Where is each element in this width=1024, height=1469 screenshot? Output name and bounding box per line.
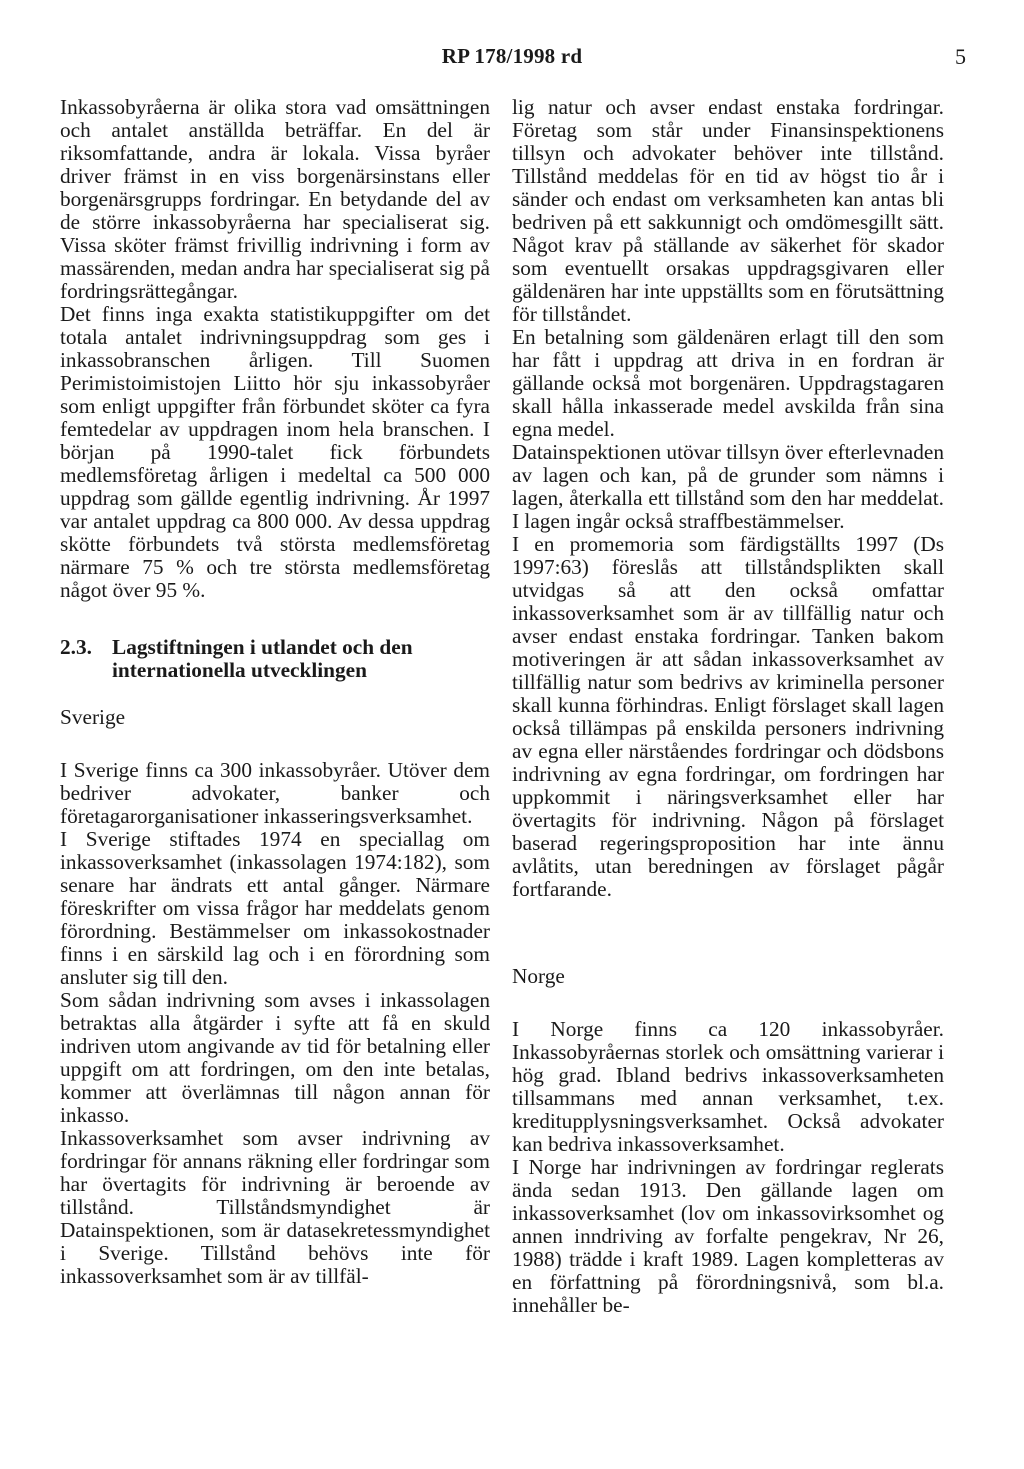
paragraph: En betalning som gäldenären erlagt till den som har fått i uppdrag att driva in en fordran är gällande också mot borgenären. Uppdragstagaren skall hålla inkasserade medel avskilda från sina egna medel. — [512, 325, 944, 441]
paragraph: Datainspektionen utövar tillsyn över efterlevnaden av lagen och kan, på de grunder som nämns i lagen, återkalla ett tillstånd som den har meddelat. I lagen ingår också straffbestämmelser. — [512, 440, 944, 533]
subheading-sverige: Sverige — [60, 705, 126, 729]
paragraph: Inkassobyråerna är olika stora vad omsättningen och antalet anställda beträffar. En del är riksomfattande, andra är lokala. Vissa byråer driver främst in en viss borgenärsinstans eller borgenärsgrupps fordringar. En betydande del av de större inkassobyråerna har specialiserat sig. Vissa sköter främst frivillig indrivning i form av massärenden, medan andra har specialiserat sig på fordringsrättegångar. — [60, 95, 490, 303]
section-heading — [60, 636, 490, 682]
paragraph: Det finns inga exakta statistikuppgifter om det totala antalet indrivningsuppdrag som ges i inkassobranschen årligen. Till Suomen Perimistoimistojen Liitto hör sju inkassobyråer som enligt uppgifter från förbundet sköter ca fyra femtedelar av uppdragen inom hela branschen. I början på 1990-talet fick förbundets medlemsföretag årligen i medeltal ca 500 000 uppdrag som gällde egentlig indrivning. År 1997 var antalet uppdrag ca 800 000. Av dessa uppdrag skötte förbundets två största medlemsföretag närmare 75 % och tre största medlemsföretag något över 95 %. — [60, 302, 490, 602]
right-column — [512, 96, 944, 1317]
page-number: 5 — [955, 44, 966, 69]
section-number: 2.3. — [60, 635, 92, 659]
paragraph: I Norge finns ca 120 inkassobyråer. Inkassobyråernas storlek och omsättning varierar i hög grad. Ibland bedrivs inkassoverksamheten tillsammans med annan verksamhet, t.ex. kreditupplysningsverksamhet. Också advokater kan bedriva inkassoverksamhet. — [512, 1017, 944, 1156]
paragraph: I Norge har indrivningen av fordringar reglerats ända sedan 1913. Den gällande lagen om inkassoverksamhet (lov om inkassovirksomhet og annen inndriving av forfalte pengekrav, Nr 26, 1988) trädde i kraft 1989. Lagen kompletteras av en författning på förordningsnivå, som bl.a. innehåller be- — [512, 1155, 944, 1317]
left-column — [60, 96, 490, 1288]
paragraph: I Sverige stiftades 1974 en speciallag om inkassoverksamhet (inkassolagen 1974:182), som senare har ändrats ett antal gånger. Närmare föreskrifter om vissa frågor har meddelats genom förordning. Bestämmelser om inkassokostnader finns i en särskild lag och i en förordning som ansluter sig till den. — [60, 827, 490, 989]
paragraph: Inkassoverksamhet som avser indrivning av fordringar för annans räkning eller fordringar som har övertagits för indrivning är beroende av tillstånd. Tillståndsmyndighet är Datainspektionen, som är datasekretessmyndighet i Sverige. Tillstånd behövs inte för inkassoverksamhet som är av tillfäl- — [60, 1126, 490, 1288]
paragraph: lig natur och avser endast enstaka fordringar. Företag som står under Finansinspektionens tillsyn och advokater behöver inte tillstånd. Tillstånd meddelas för en tid av högst tio år i sänder och endast om verksamheten kan antas bli bedriven på ett sakkunnigt och omdömesgillt sätt. Något krav på ställande av säkerhet för skador som eventuellt orsakas uppdragsgivaren eller gäldenären har inte uppställts som en förutsättning för tillståndet. — [512, 95, 944, 326]
section-title: Lagstiftningen i utlandet och den internationella utvecklingen — [112, 635, 413, 682]
running-title: RP 178/1998 rd — [441, 44, 583, 68]
subheading-norge: Norge — [512, 964, 565, 988]
paragraph: I en promemoria som färdigställts 1997 (Ds 1997:63) föreslås att tillståndsplikten skall utvidgas så att den också omfattar inkassoverksamhet som är av tillfällig natur och avser endast enstaka fordringar. Tanken bakom motiveringen är att sådan inkassoverksamhet av tillfällig natur som bedrivs av kriminella personer skall kunna förhindras. Enligt förslaget skall lagen också tillämpas på enskilda personers indrivning av egna eller närståendes fordringar och dödsbons indrivning av egna fordringar, om fordringen har uppkommit i näringsverksamhet eller har övertagits för indrivning. Någon på förslaget baserad regeringsproposition har inte ännu avlåtits, utan beredningen av förslaget pågår fortfarande. — [512, 532, 944, 901]
paragraph: Som sådan indrivning som avses i inkassolagen betraktas alla åtgärder i syfte att få en skuld indriven utom angivande av tid för betalning eller uppgift om att fordringen, om den inte betalas, kommer att överlämnas till någon annan för inkasso. — [60, 988, 490, 1127]
paragraph: I Sverige finns ca 300 inkassobyråer. Utöver dem bedriver advokater, banker och företagarorganisationer inkasseringsverksamhet. — [60, 758, 490, 828]
